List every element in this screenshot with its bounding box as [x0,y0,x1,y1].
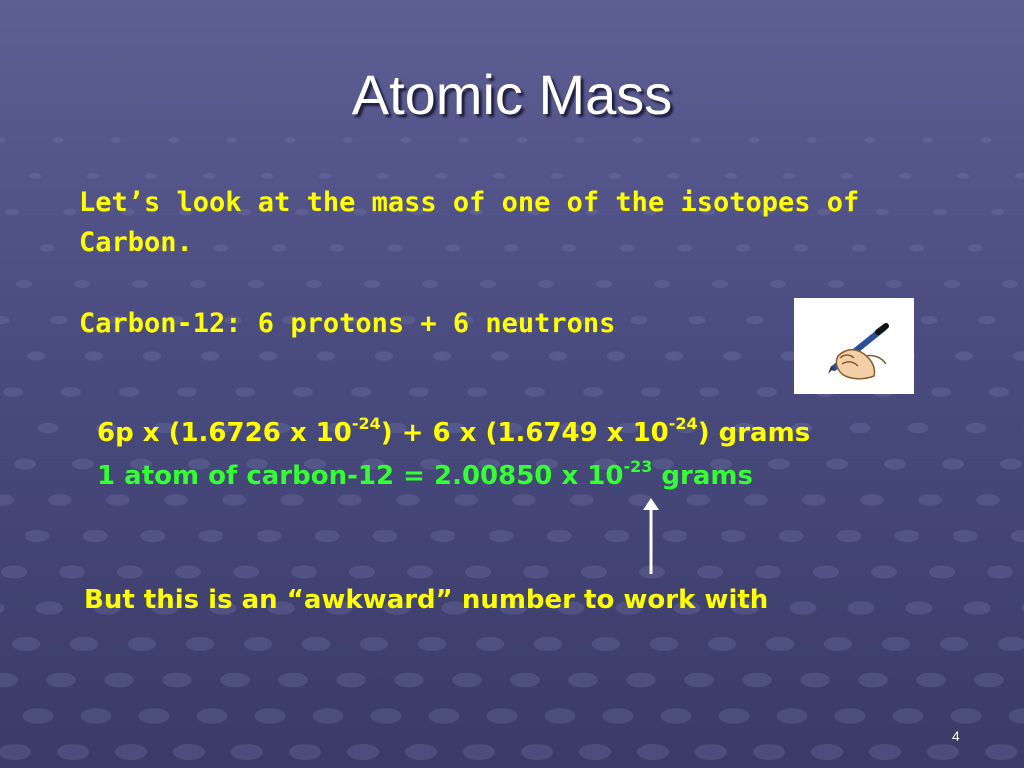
calc-part-a: 6p x (1.6726 x 10 [97,418,352,448]
result-part-a: 1 atom of carbon-12 = 2.00850 x 10 [97,461,624,491]
intro-line-2: Carbon. [79,227,193,258]
calc-part-b: ) + 6 x (1.6749 x 10 [380,418,669,448]
exponent-2: -24 [668,414,698,433]
awkward-number-note: But this is an “awkward” number to work with [84,585,769,615]
up-arrow-icon [640,498,662,576]
mass-calculation [97,414,811,448]
page-number: 4 [952,728,960,744]
hand-writing-with-pen-icon [794,298,914,394]
intro-text [79,183,899,263]
calc-part-c: ) grams [697,418,811,448]
exponent-1: -24 [351,414,381,433]
isotope-composition: Carbon-12: 6 protons + 6 neutrons [79,308,616,339]
slide-title: Atomic Mass [351,63,673,126]
result-exponent: -23 [623,457,653,476]
intro-line-1: Let’s look at the mass of one of the isotopes of [79,187,860,218]
mass-result [97,457,753,491]
result-part-b: grams [652,461,753,491]
